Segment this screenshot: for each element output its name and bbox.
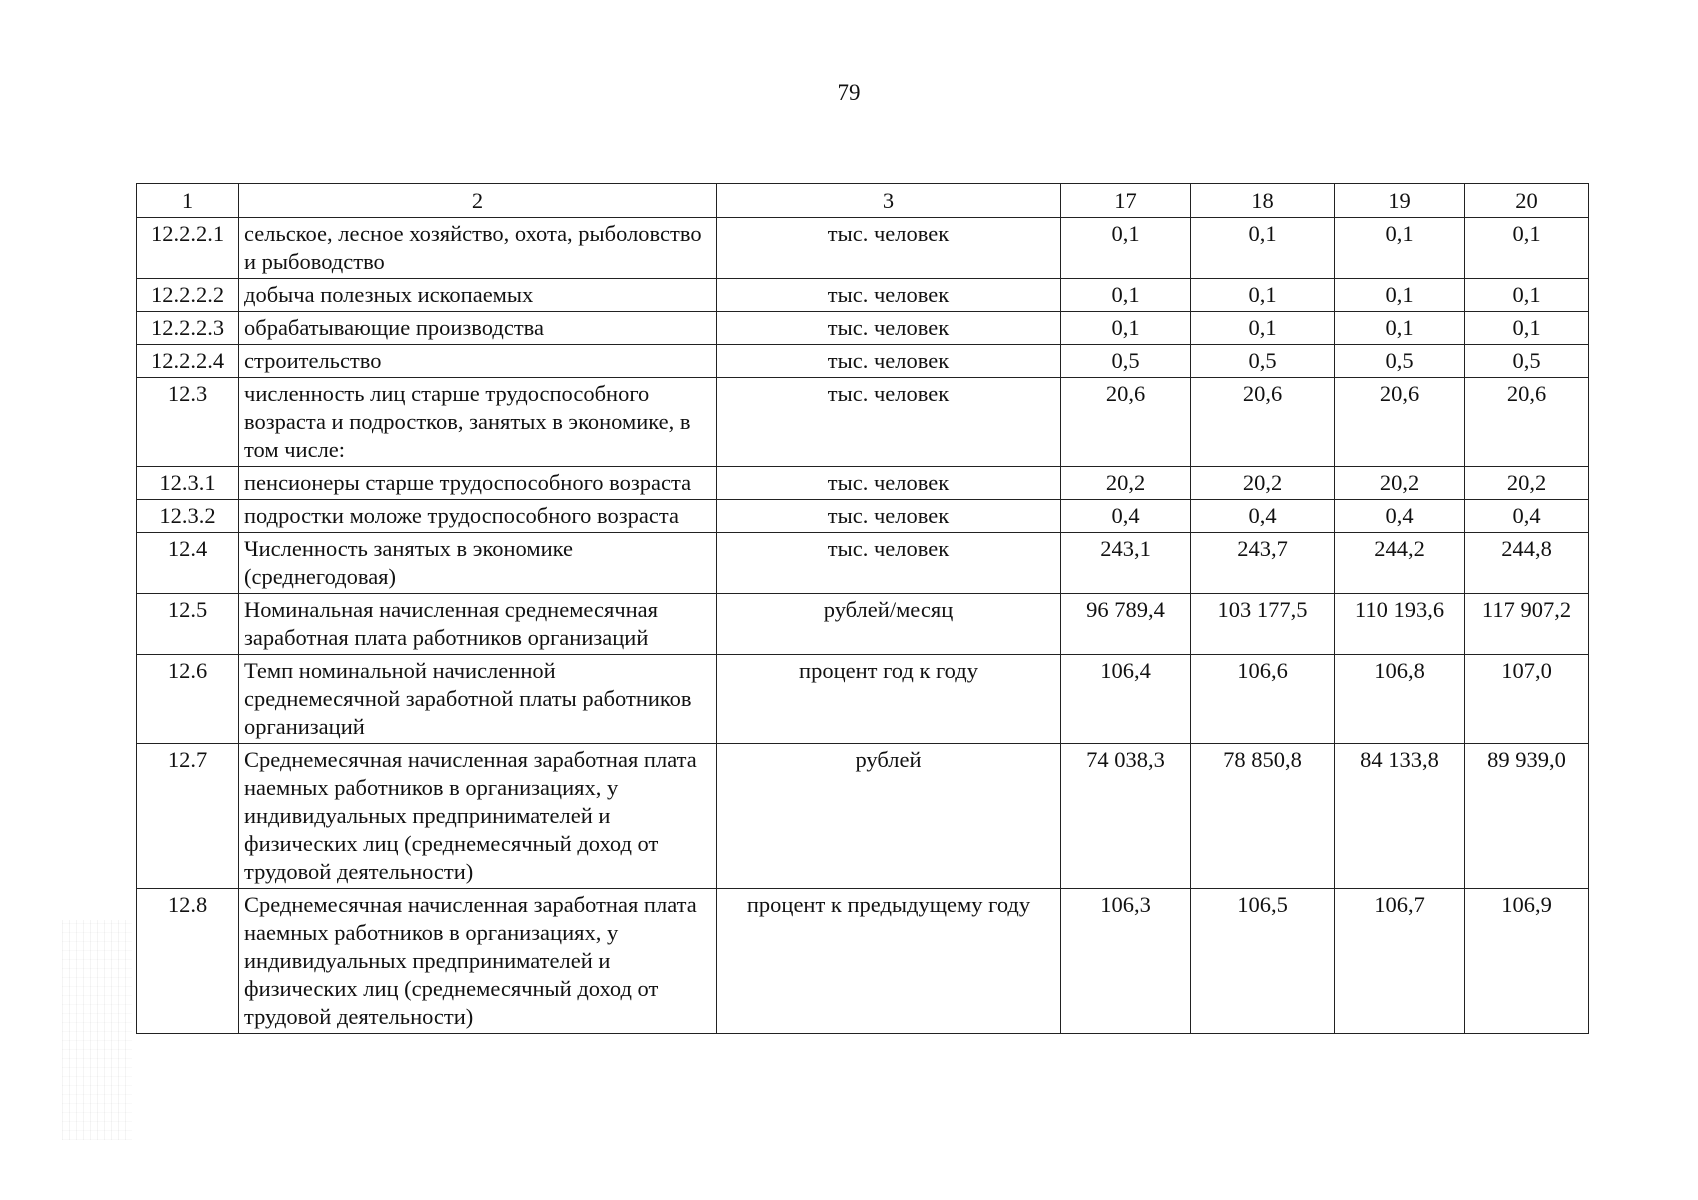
row-value-cell: 106,6 — [1191, 655, 1335, 744]
row-number-cell: 12.6 — [137, 655, 239, 744]
row-name-cell: численность лиц старше трудоспособного возраста и подростков, занятых в экономике, в том числе: — [239, 378, 717, 467]
row-value-cell: 20,2 — [1335, 467, 1465, 500]
row-value-cell: 0,1 — [1335, 279, 1465, 312]
row-value-cell: 20,6 — [1061, 378, 1191, 467]
row-unit-cell: тыс. человек — [717, 279, 1061, 312]
row-value-cell: 96 789,4 — [1061, 594, 1191, 655]
row-name-cell: подростки моложе трудоспособного возраста — [239, 500, 717, 533]
row-number-cell: 12.2.2.1 — [137, 218, 239, 279]
row-name-cell: Численность занятых в экономике (среднегодовая) — [239, 533, 717, 594]
table-row — [137, 594, 1589, 655]
header-col-1: 1 — [137, 184, 239, 218]
row-value-cell: 243,1 — [1061, 533, 1191, 594]
row-unit-cell: тыс. человек — [717, 500, 1061, 533]
row-value-cell: 20,6 — [1465, 378, 1589, 467]
row-value-cell: 106,9 — [1465, 889, 1589, 1034]
row-value-cell: 0,1 — [1465, 312, 1589, 345]
row-value-cell: 20,6 — [1335, 378, 1465, 467]
table-row — [137, 312, 1589, 345]
row-value-cell: 244,8 — [1465, 533, 1589, 594]
row-value-cell: 74 038,3 — [1061, 744, 1191, 889]
row-value-cell: 0,5 — [1191, 345, 1335, 378]
row-value-cell: 0,5 — [1061, 345, 1191, 378]
row-unit-cell: процент к предыдущему году — [717, 889, 1061, 1034]
row-name-cell: Темп номинальной начисленной среднемесячной заработной платы работников организаций — [239, 655, 717, 744]
row-value-cell: 107,0 — [1465, 655, 1589, 744]
row-value-cell: 103 177,5 — [1191, 594, 1335, 655]
row-name-cell: обрабатывающие производства — [239, 312, 717, 345]
row-number-cell: 12.2.2.3 — [137, 312, 239, 345]
row-number-cell: 12.7 — [137, 744, 239, 889]
row-value-cell: 243,7 — [1191, 533, 1335, 594]
row-value-cell: 0,1 — [1061, 279, 1191, 312]
row-number-cell: 12.3 — [137, 378, 239, 467]
row-unit-cell: тыс. человек — [717, 533, 1061, 594]
header-col-17: 17 — [1061, 184, 1191, 218]
row-value-cell: 0,1 — [1335, 218, 1465, 279]
row-value-cell: 106,7 — [1335, 889, 1465, 1034]
row-name-cell: Среднемесячная начисленная заработная плата наемных работников в организациях, у индивидуальных предпринимателей и физических лиц (среднемесячный доход от трудовой деятельности) — [239, 744, 717, 889]
row-value-cell: 0,1 — [1465, 218, 1589, 279]
row-number-cell: 12.3.2 — [137, 500, 239, 533]
table-row — [137, 889, 1589, 1034]
row-value-cell: 0,5 — [1465, 345, 1589, 378]
header-col-18: 18 — [1191, 184, 1335, 218]
row-value-cell: 0,1 — [1061, 312, 1191, 345]
header-col-20: 20 — [1465, 184, 1589, 218]
row-value-cell: 89 939,0 — [1465, 744, 1589, 889]
row-unit-cell: процент год к году — [717, 655, 1061, 744]
row-value-cell: 0,4 — [1061, 500, 1191, 533]
row-value-cell: 84 133,8 — [1335, 744, 1465, 889]
row-number-cell: 12.5 — [137, 594, 239, 655]
row-value-cell: 20,2 — [1191, 467, 1335, 500]
row-name-cell: Среднемесячная начисленная заработная плата наемных работников в организациях, у индивидуальных предпринимателей и физических лиц (среднемесячный доход от трудовой деятельности) — [239, 889, 717, 1034]
row-value-cell: 106,4 — [1061, 655, 1191, 744]
header-col-2: 2 — [239, 184, 717, 218]
row-name-cell: добыча полезных ископаемых — [239, 279, 717, 312]
row-value-cell: 244,2 — [1335, 533, 1465, 594]
row-value-cell: 106,8 — [1335, 655, 1465, 744]
row-number-cell: 12.3.1 — [137, 467, 239, 500]
row-value-cell: 0,1 — [1335, 312, 1465, 345]
row-value-cell: 0,4 — [1191, 500, 1335, 533]
row-value-cell: 0,1 — [1191, 218, 1335, 279]
row-unit-cell: тыс. человек — [717, 467, 1061, 500]
row-unit-cell: тыс. человек — [717, 312, 1061, 345]
row-value-cell: 0,1 — [1061, 218, 1191, 279]
row-name-cell: Номинальная начисленная среднемесячная заработная плата работников организаций — [239, 594, 717, 655]
row-unit-cell: рублей/месяц — [717, 594, 1061, 655]
row-unit-cell: тыс. человек — [717, 345, 1061, 378]
table-row — [137, 378, 1589, 467]
page-number: 79 — [837, 80, 861, 105]
row-number-cell: 12.4 — [137, 533, 239, 594]
table-row — [137, 218, 1589, 279]
row-name-cell: строительство — [239, 345, 717, 378]
row-value-cell: 106,5 — [1191, 889, 1335, 1034]
row-value-cell: 0,1 — [1191, 279, 1335, 312]
row-value-cell: 20,2 — [1465, 467, 1589, 500]
row-value-cell: 0,1 — [1191, 312, 1335, 345]
table-row — [137, 279, 1589, 312]
row-value-cell: 0,4 — [1465, 500, 1589, 533]
table-row — [137, 533, 1589, 594]
row-value-cell: 0,1 — [1465, 279, 1589, 312]
table-row — [137, 345, 1589, 378]
table-row — [137, 744, 1589, 889]
row-name-cell: пенсионеры старше трудоспособного возраста — [239, 467, 717, 500]
row-value-cell: 110 193,6 — [1335, 594, 1465, 655]
row-number-cell: 12.2.2.2 — [137, 279, 239, 312]
indicators-table-container — [136, 183, 1588, 1034]
row-unit-cell: тыс. человек — [717, 218, 1061, 279]
table-header-row — [137, 184, 1589, 218]
table-body — [137, 218, 1589, 1034]
table-row — [137, 655, 1589, 744]
row-value-cell: 106,3 — [1061, 889, 1191, 1034]
row-number-cell: 12.8 — [137, 889, 239, 1034]
row-unit-cell: тыс. человек — [717, 378, 1061, 467]
header-col-19: 19 — [1335, 184, 1465, 218]
row-value-cell: 20,2 — [1061, 467, 1191, 500]
header-col-3: 3 — [717, 184, 1061, 218]
row-name-cell: сельское, лесное хозяйство, охота, рыболовство и рыбоводство — [239, 218, 717, 279]
row-value-cell: 0,5 — [1335, 345, 1465, 378]
row-value-cell: 20,6 — [1191, 378, 1335, 467]
row-value-cell: 78 850,8 — [1191, 744, 1335, 889]
row-number-cell: 12.2.2.4 — [137, 345, 239, 378]
scan-noise-artifact — [62, 920, 132, 1140]
table-row — [137, 467, 1589, 500]
table-row — [137, 500, 1589, 533]
row-value-cell: 0,4 — [1335, 500, 1465, 533]
indicators-table — [136, 183, 1589, 1034]
row-value-cell: 117 907,2 — [1465, 594, 1589, 655]
row-unit-cell: рублей — [717, 744, 1061, 889]
